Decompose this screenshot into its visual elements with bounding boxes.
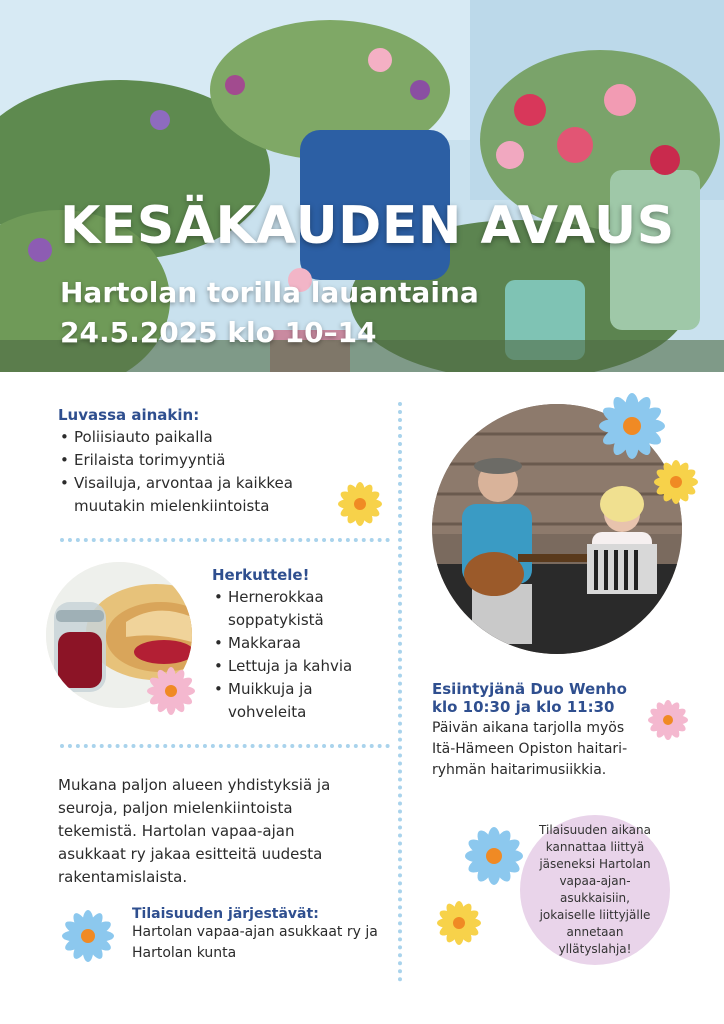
yellow-flower-icon [434,898,484,948]
blue-flower-icon [594,388,670,464]
horizontal-divider-2 [60,744,390,748]
associations-paragraph: Mukana paljon alueen yhdistyksiä ja seuroja, paljon mielenkiintoista tekemistä. Hartolan vapaa-ajan asukkaat ry jakaa esitteitä uudesta rakentamislaista. [58,776,331,886]
food-heading: Herkuttele! [212,566,310,584]
horizontal-divider-1 [60,538,390,542]
section-program [58,406,358,518]
section-food [212,566,392,724]
blue-flower-icon [58,906,118,966]
vertical-divider [398,402,402,982]
list-item: • Makkaraa [212,632,392,655]
event-location: Hartolan torilla lauantaina [60,276,479,309]
hero-banner [0,0,724,372]
section-performer [432,680,647,781]
list-item: • Hernerokkaa soppatykistä [212,586,392,632]
event-title: KESÄKAUDEN AVAUS [60,196,675,256]
list-item: • Visailuja, arvontaa ja kaikkea muutakin mielenkiintoista [58,472,324,518]
event-date-time: 24.5.2025 klo 10–14 [60,316,377,349]
list-item: • Lettuja ja kahvia [212,655,392,678]
program-list [58,426,358,518]
pink-flower-icon [144,664,198,718]
membership-bubble [520,815,670,965]
list-item: • Erilaista torimyyntiä [58,449,358,472]
performer-heading: Esiintyjänä Duo Wenho [432,680,627,698]
list-item: • Muikkuja ja vohveleita [212,678,392,724]
performer-times: klo 10:30 ja klo 11:30 [432,698,615,716]
membership-text: Tilaisuuden aikana kannattaa liittyä jäseneksi Hartolan vapaa-ajan-asukkaisiin, jokaiselle liittyjälle annetaan yllätyslahja! [539,823,651,956]
organizers-text: Hartolan vapaa-ajan asukkaat ry ja Hartolan kunta [132,924,378,961]
list-item: • Poliisiauto paikalla [58,426,358,449]
performer-text: Päivän aikana tarjolla myös Itä-Hämeen Opiston haitari-ryhmän haitarimusiikkia. [432,720,628,778]
yellow-flower-icon [652,458,700,506]
pink-flower-icon [644,696,692,744]
program-heading: Luvassa ainakin: [58,406,200,424]
yellow-flower-icon [336,480,384,528]
blue-flower-icon [460,822,528,890]
food-list [212,586,392,724]
organizers-heading: Tilaisuuden järjestävät: [132,906,319,922]
section-organizers [132,906,382,964]
